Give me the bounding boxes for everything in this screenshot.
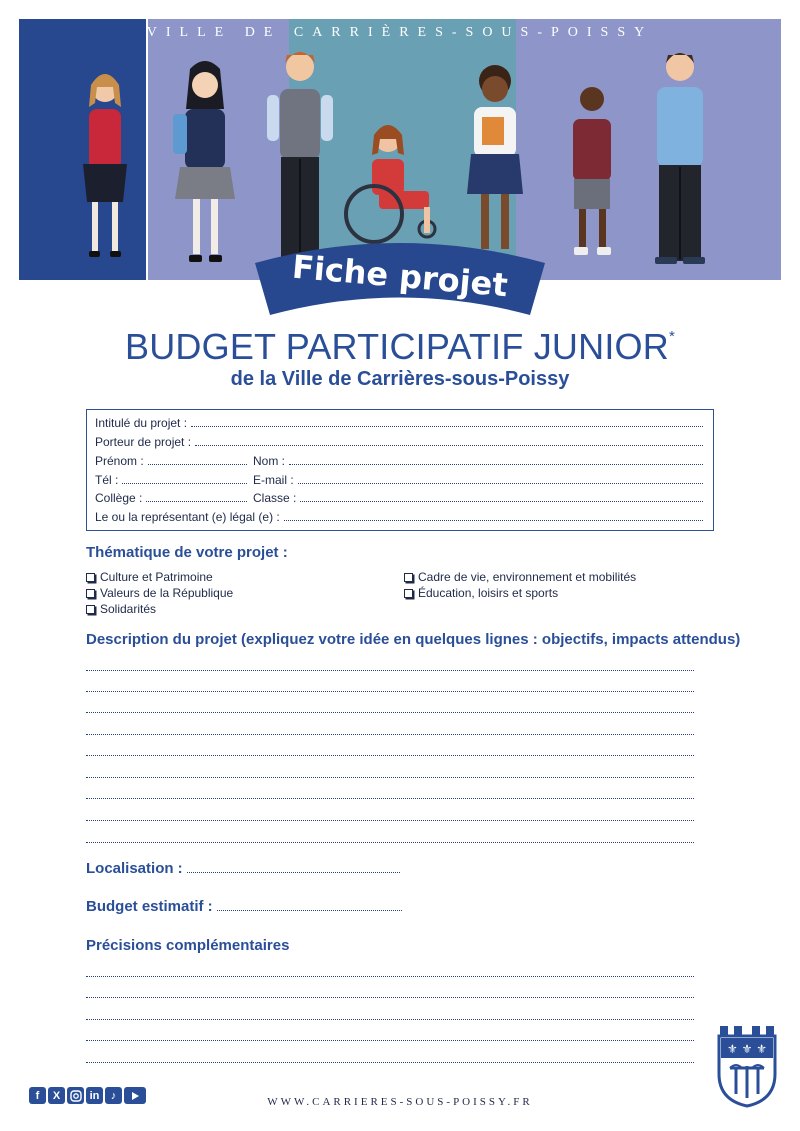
checkbox-education[interactable] [404,586,558,600]
checkbox-cadre-de-vie[interactable] [404,570,636,584]
description-line[interactable] [86,691,694,692]
student-figure-5 [467,65,523,249]
description-title: Description du projet (expliquez votre idée en quelques lignes : objectifs, impacts attendus) [86,631,741,648]
fiche-projet-ribbon [250,225,550,325]
label-representant: Le ou la représentant (e) légal (e) : [95,510,280,524]
field-tel[interactable] [95,473,247,487]
precisions-line[interactable] [86,1019,694,1020]
label-porteur: Porteur de projet : [95,435,192,449]
x-icon[interactable]: X [48,1087,65,1104]
student-figure-2 [173,61,235,262]
label-classe: Classe : [253,491,297,505]
thematique-title: Thématique de votre projet : [86,544,288,561]
description-line[interactable] [86,755,694,756]
label-tel: Tél : [95,473,119,487]
row-college-classe [95,490,703,505]
title-asterisk: * [668,328,675,345]
label-college: Collège : [95,491,143,505]
label-localisation: Localisation : [86,860,183,877]
checkbox-icon [404,589,413,598]
field-nom[interactable] [253,454,703,468]
checkbox-icon [404,573,413,582]
applicant-form [86,409,714,531]
label-nom: Nom : [253,454,286,468]
field-college[interactable] [95,491,247,505]
option-label: Cadre de vie, environnement et mobilités [418,570,637,584]
description-line[interactable] [86,670,694,671]
option-label: Valeurs de la République [100,586,234,600]
description-line[interactable] [86,820,694,821]
checkbox-valeurs[interactable] [86,586,233,600]
svg-text:⚜ ⚜ ⚜: ⚜ ⚜ ⚜ [727,1042,767,1056]
field-classe[interactable] [253,491,703,505]
field-porteur[interactable] [95,434,703,449]
description-line[interactable] [86,842,694,843]
city-crest-logo [716,1022,778,1108]
website-link[interactable]: WWW.CARRIERES-SOUS-POISSY.FR [267,1096,533,1108]
page-subtitle: de la Ville de Carrières-sous-Poissy [230,368,570,390]
checkbox-icon [86,605,95,614]
facebook-icon[interactable]: f [29,1087,46,1104]
precisions-line[interactable] [86,1062,694,1063]
description-line[interactable] [86,734,694,735]
student-figure-6 [573,87,611,255]
description-line[interactable] [86,712,694,713]
row-prenom-nom [95,453,703,468]
city-name: VILLE DE CARRIÈRES-SOUS-POISSY [146,25,654,40]
tiktok-icon[interactable]: ♪ [105,1087,122,1104]
description-line[interactable] [86,798,694,799]
field-representant[interactable] [95,509,703,524]
precisions-line[interactable] [86,976,694,977]
option-label: Éducation, loisirs et sports [418,586,559,600]
label-budget: Budget estimatif : [86,898,213,915]
checkbox-culture[interactable] [86,570,213,584]
linkedin-icon[interactable]: in [86,1087,103,1104]
label-email: E-mail : [253,473,294,487]
student-figure-7 [655,53,705,264]
field-email[interactable] [253,473,703,487]
label-prenom: Prénom : [95,454,144,468]
checkbox-icon [86,573,95,582]
title-main: BUDGET PARTICIPATIF JUNIOR [125,326,669,367]
student-figure-1 [83,74,127,257]
page-title [0,326,800,368]
description-line[interactable] [86,777,694,778]
field-budget[interactable] [86,898,402,915]
ribbon-text: Fiche projet [290,247,510,305]
option-label: Solidarités [100,602,157,616]
option-label: Culture et Patrimoine [100,570,213,584]
row-tel-email [95,472,703,487]
field-intitule[interactable] [95,415,703,430]
label-intitule: Intitulé du projet : [95,416,188,430]
checkbox-icon [86,589,95,598]
field-localisation[interactable] [86,860,400,877]
field-prenom[interactable] [95,454,247,468]
precisions-line[interactable] [86,1040,694,1041]
precisions-line[interactable] [86,997,694,998]
checkbox-solidarites[interactable] [86,602,156,616]
precisions-title: Précisions complémentaires [86,937,290,954]
